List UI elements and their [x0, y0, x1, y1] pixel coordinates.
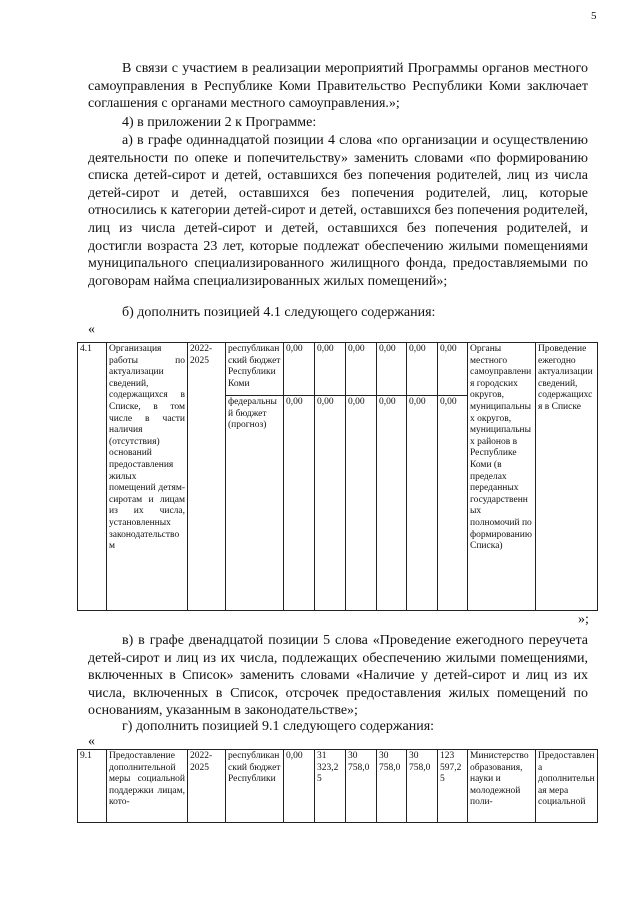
value-cell: 0,00 — [377, 343, 407, 396]
value-cell: 0,00 — [407, 343, 438, 396]
executor-cell: Министерство образования, науки и молодежной поли- — [468, 750, 536, 823]
value-cell: 0,00 — [377, 396, 407, 611]
paragraph-item-4: 4) в приложении 2 к Программе: — [122, 115, 317, 130]
paragraph-item-g: г) дополнить позицией 9.1 следующего содержания: — [122, 719, 435, 734]
close-quote-1: »; — [578, 612, 589, 627]
value-cell: 0,00 — [284, 343, 315, 396]
paragraph-intro: В связи с участием в реализации мероприятий Программы органов местного самоуправления в Республике Коми Правительство Республики Коми заключает соглашения с органами местного самоуправления.»; — [88, 61, 588, 112]
period-cell: 2022-2025 — [188, 750, 226, 823]
result-cell: Предоставлена дополнительная мера социальной — [536, 750, 598, 823]
value-cell: 31 323,25 — [315, 750, 346, 823]
funding-source-cell: республиканский бюджет Республики Коми — [226, 343, 284, 396]
value-cell: 0,00 — [284, 396, 315, 611]
value-cell: 0,00 — [407, 396, 438, 611]
value-cell: 0,00 — [346, 343, 377, 396]
open-quote-2: « — [88, 734, 95, 749]
value-cell: 123 597,25 — [438, 750, 468, 823]
table-row — [78, 343, 598, 396]
value-cell: 0,00 — [284, 750, 315, 823]
table-position-4-1 — [77, 342, 598, 611]
result-cell: Проведение ежегодно актуализации сведений, содержащихся в Списке — [536, 343, 598, 611]
value-cell: 0,00 — [346, 396, 377, 611]
position-cell: 4.1 — [78, 343, 107, 611]
table-row — [78, 750, 598, 823]
value-cell: 0,00 — [438, 343, 468, 396]
funding-source-cell: федеральный бюджет (прогноз) — [226, 396, 284, 611]
table-position-9-1 — [77, 749, 598, 823]
position-cell: 9.1 — [78, 750, 107, 823]
measure-name-cell: Организация работы по актуализации сведений, содержащихся в Списке, в том числе в части наличия (отсутствия) оснований предоставления жилых помещений детям-сиротам и лицам из их числа, установленных законодательством — [107, 343, 188, 611]
paragraph-item-a: а) в графе одиннадцатой позиции 4 слова «по организации и осуществлению деятельности по опеке и попечительству» заменить словами «по формированию списка детей-сирот и детей, оставшихся без попечения родителей, лиц из числа детей-сирот и детей, оставшихся без попечения родителей, лиц, которые относились к категории детей-сирот и детей, оставшихся без попечения родителей, лиц из числа детей-сирот и детей, оставшихся без попечения родителей, и достигли возраста 23 лет, которые подлежат обеспечению жилыми помещениями муниципального специализированного жилищного фонда, предоставляемыми по договорам найма специализированных жилых помещений»; — [88, 133, 588, 289]
value-cell: 0,00 — [315, 343, 346, 396]
executor-cell: Органы местного самоуправления городских округов, муниципальных округов, муниципальных районов в Республике Коми (в пределах переданных государственных полномочий по формированию Списка) — [468, 343, 536, 611]
open-quote-1: « — [88, 322, 95, 337]
measure-name-cell: Предоставление дополнительной меры социальной поддержки лицам, кото- — [107, 750, 188, 823]
page-number: 5 — [591, 10, 597, 22]
period-cell: 2022-2025 — [188, 343, 226, 611]
value-cell: 0,00 — [315, 396, 346, 611]
funding-source-cell: республиканский бюджет Республики — [226, 750, 284, 823]
paragraph-item-v: в) в графе двенадцатой позиции 5 слова «Проведение ежегодного переучета детей-сирот и лиц из их числа, подлежащих обеспечению жилыми помещениями, включенных в Список» заменить словами «Наличие у детей-сирот и лиц из их числа, включенных в Список, отсрочек предоставления жилых помещений по основаниям, указанным в законодательстве»; — [88, 633, 588, 719]
value-cell: 0,00 — [438, 396, 468, 611]
value-cell: 30 758,0 — [377, 750, 407, 823]
value-cell: 30 758,0 — [407, 750, 438, 823]
value-cell: 30 758,0 — [346, 750, 377, 823]
paragraph-item-b: б) дополнить позицией 4.1 следующего содержания: — [122, 305, 436, 320]
